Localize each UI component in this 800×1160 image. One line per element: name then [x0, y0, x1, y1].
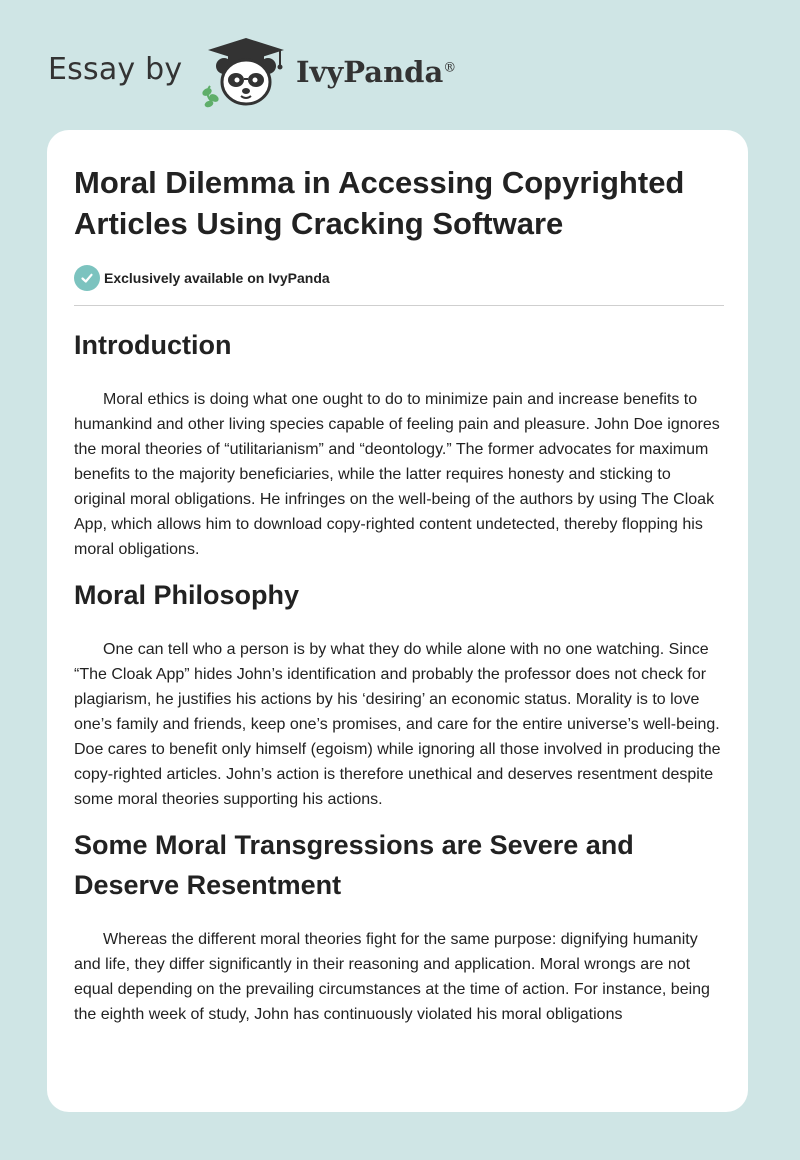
panda-graduate-icon[interactable]	[200, 36, 292, 110]
exclusive-label: Exclusively available on IvyPanda	[104, 270, 330, 286]
section-heading-introduction: Introduction	[74, 330, 232, 360]
registered-mark: ®	[443, 60, 457, 76]
essay-by-label: Essay by	[48, 52, 183, 87]
check-circle-icon	[74, 265, 100, 291]
brand-name[interactable]	[296, 55, 456, 89]
section-paragraph-introduction: Moral ethics is doing what one ought to do to minimize pain and increase benefits to humankind and other living species capable of feeling pain and pleasure. John Doe ignores the moral theories of “utilitarianism” and “deontology.” The former advocates for maximum benefits to the majority beneficiaries, while the latter requires honesty and sticking to original moral obligations. He infringes on the well-being of the authors by using The Cloak App, which allows him to download copy-righted content undetected, thereby flopping his moral obligations.	[74, 391, 720, 558]
essay-card	[47, 130, 748, 1112]
page-title: Moral Dilemma in Accessing Copyrighted Articles Using Cracking Software	[74, 165, 685, 241]
section-paragraph-moral-transgressions: Whereas the different moral theories fight for the same purpose: dignifying humanity and life, they differ significantly in their reasoning and application. Moral wrongs are not equal depending on the prevailing circumstances at the time of action. For instance, being the eighth week of study, John has continuously violated his moral obligations	[74, 931, 710, 1023]
divider	[74, 305, 724, 306]
section-heading-moral-transgressions: Some Moral Transgressions are Severe and Deserve Resentment	[74, 830, 634, 900]
section-paragraph-moral-philosophy: One can tell who a person is by what they do while alone with no one watching. Since “The Cloak App” hides John’s identification and probably the professor does not check for plagiarism, he justifies his actions by his ‘desiring’ an economic status. Morality is to love one’s family and friends, keep one’s promises, and care for the entire universe’s well-being. Doe cares to benefit only himself (egoism) while ignoring all those involved in producing the copy-righted articles. John’s action is therefore unethical and deserves resentment despite some moral theories supporting his actions.	[74, 641, 721, 808]
site-header	[0, 0, 800, 130]
section-heading-moral-philosophy: Moral Philosophy	[74, 580, 300, 610]
essay-content	[74, 162, 724, 1027]
brand-text: IvyPanda	[296, 55, 444, 89]
exclusive-badge	[74, 265, 724, 291]
